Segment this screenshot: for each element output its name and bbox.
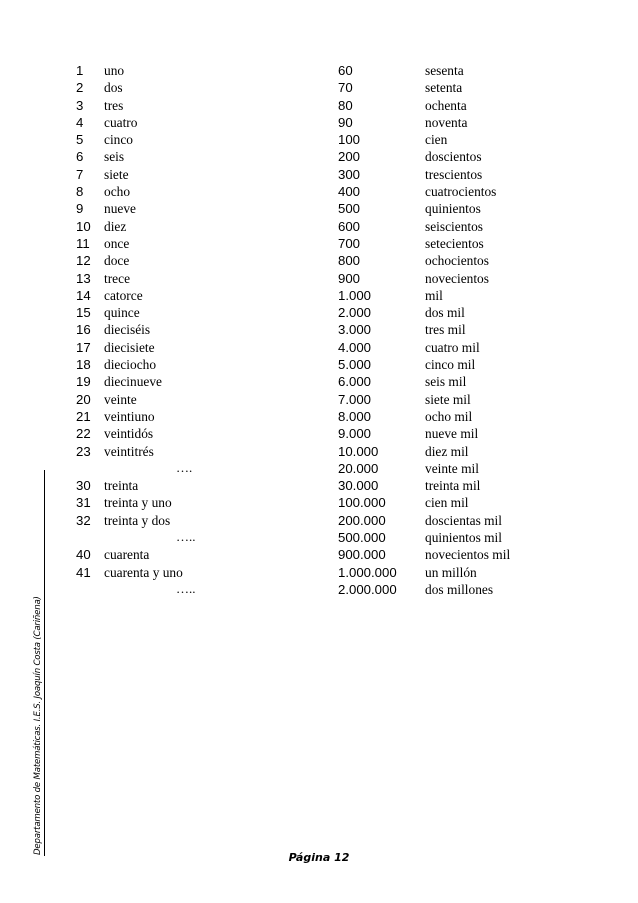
number-value: 7.000 <box>338 391 372 407</box>
number-row <box>338 425 558 442</box>
number-word: dieciocho <box>104 357 157 373</box>
number-word: quinientos mil <box>425 530 502 546</box>
number-word: diecisiete <box>104 339 155 355</box>
number-row <box>76 252 326 269</box>
number-row <box>76 356 326 373</box>
number-value: 2 <box>76 80 84 96</box>
number-row <box>338 339 558 356</box>
number-word: novecientos <box>425 270 489 286</box>
number-value: 4.000 <box>338 339 372 355</box>
number-word: dos mil <box>425 305 465 321</box>
number-value: 900.000 <box>338 547 386 563</box>
number-value: 3.000 <box>338 322 372 338</box>
number-value: 600 <box>338 218 361 234</box>
department-label: Departamento de Matemáticas. I.E.S. Joaquín Costa (Cariñena) <box>33 596 43 855</box>
number-value: 41 <box>76 564 91 580</box>
number-word: tres <box>104 97 124 113</box>
number-value: 12 <box>76 253 91 269</box>
number-word: diecinueve <box>104 374 162 390</box>
number-row <box>338 321 558 338</box>
number-row <box>338 131 558 148</box>
number-row <box>76 114 326 131</box>
number-row <box>338 546 558 563</box>
number-row <box>338 200 558 217</box>
number-word: ocho <box>104 184 131 200</box>
number-word: doscientas mil <box>425 512 502 528</box>
number-word: veintidós <box>104 426 154 442</box>
number-word: cuarenta y uno <box>104 564 183 580</box>
number-value: 9.000 <box>338 426 372 442</box>
number-value: 19 <box>76 374 91 390</box>
number-value: 23 <box>76 443 91 459</box>
number-word: tres mil <box>425 322 466 338</box>
number-row <box>338 166 558 183</box>
number-row <box>338 218 558 235</box>
number-row <box>76 477 326 494</box>
number-row <box>76 564 326 581</box>
number-value: 17 <box>76 339 91 355</box>
number-row <box>76 148 326 165</box>
number-value: 1.000.000 <box>338 564 397 580</box>
number-word: doscientos <box>425 149 482 165</box>
number-row <box>76 287 326 304</box>
number-row <box>338 148 558 165</box>
number-value: 6.000 <box>338 374 372 390</box>
number-word: un millón <box>425 564 477 580</box>
number-value: 100 <box>338 132 361 148</box>
number-word: nueve <box>104 201 136 217</box>
number-word: quinientos <box>425 201 481 217</box>
number-row <box>338 114 558 131</box>
number-value: 60 <box>338 63 353 78</box>
number-value: 15 <box>76 305 91 321</box>
number-word: treinta y dos <box>104 512 171 528</box>
number-row <box>76 218 326 235</box>
number-value: 70 <box>338 80 353 96</box>
number-value: 14 <box>76 287 91 303</box>
number-word: novecientos mil <box>425 547 511 563</box>
number-word: cinco <box>104 132 133 148</box>
number-word: trece <box>104 270 131 286</box>
number-value: 18 <box>76 357 91 373</box>
number-value: 1 <box>76 63 84 78</box>
number-value: 4 <box>76 114 84 130</box>
number-word: veintitrés <box>104 443 154 459</box>
number-row <box>338 408 558 425</box>
number-word: mil <box>425 287 443 303</box>
ellipsis-row <box>76 581 326 598</box>
number-row <box>338 252 558 269</box>
number-row <box>76 183 326 200</box>
number-value: 700 <box>338 235 361 251</box>
number-word: dos millones <box>425 581 494 597</box>
number-value: 40 <box>76 547 91 563</box>
number-word: seis mil <box>425 374 467 390</box>
number-row <box>338 391 558 408</box>
side-rule <box>44 470 45 856</box>
number-row <box>76 443 326 460</box>
number-word: siete <box>104 166 129 182</box>
number-word: setenta <box>425 80 463 96</box>
number-word: siete mil <box>425 391 471 407</box>
number-word: dieciséis <box>104 322 151 338</box>
ellipsis-row <box>76 460 326 477</box>
number-row <box>338 512 558 529</box>
number-row <box>338 97 558 114</box>
number-word: once <box>104 235 130 251</box>
number-value: 21 <box>76 408 91 424</box>
number-word: cuatro <box>104 114 138 130</box>
number-row <box>76 494 326 511</box>
number-value: 900 <box>338 270 361 286</box>
number-word: cien mil <box>425 495 469 511</box>
number-row <box>338 62 558 79</box>
number-row <box>338 373 558 390</box>
number-row <box>76 512 326 529</box>
number-value: 100.000 <box>338 495 386 511</box>
number-value: 30.000 <box>338 478 379 494</box>
number-row <box>338 270 558 287</box>
number-word: ocho mil <box>425 408 473 424</box>
number-word: seiscientos <box>425 218 484 234</box>
number-value: 10.000 <box>338 443 379 459</box>
number-value: 16 <box>76 322 91 338</box>
numbers-right-column <box>338 62 558 598</box>
number-word: cuarenta <box>104 547 150 563</box>
number-row <box>338 460 558 477</box>
number-value: 30 <box>76 478 91 494</box>
ellipsis-row <box>76 529 326 546</box>
number-value: 11 <box>76 235 90 251</box>
number-row <box>338 494 558 511</box>
number-row <box>76 408 326 425</box>
number-value: 20 <box>76 391 91 407</box>
number-word: dos <box>104 80 123 96</box>
number-value: 80 <box>338 97 353 113</box>
number-word: ochenta <box>425 97 467 113</box>
number-value: 9 <box>76 201 84 217</box>
number-row <box>76 131 326 148</box>
number-value: 8 <box>76 184 84 200</box>
number-word: treinta <box>104 478 139 494</box>
number-value: 1.000 <box>338 287 372 303</box>
ellipsis: ….. <box>176 580 196 596</box>
number-row <box>338 304 558 321</box>
number-row <box>338 443 558 460</box>
number-row <box>338 183 558 200</box>
ellipsis: …. <box>176 459 193 475</box>
number-word: sesenta <box>425 63 464 78</box>
number-word: noventa <box>425 114 468 130</box>
number-value: 10 <box>76 218 91 234</box>
number-word: veinte mil <box>425 460 479 476</box>
numbers-left-column <box>76 62 326 598</box>
number-value: 2.000.000 <box>338 581 397 597</box>
number-word: diez mil <box>425 443 469 459</box>
number-word: cien <box>425 132 448 148</box>
number-word: treinta mil <box>425 478 481 494</box>
number-row <box>76 339 326 356</box>
number-row <box>76 425 326 442</box>
number-value: 13 <box>76 270 91 286</box>
number-value: 5.000 <box>338 357 372 373</box>
number-word: catorce <box>104 287 143 303</box>
number-word: treinta y uno <box>104 495 172 511</box>
number-row <box>76 304 326 321</box>
number-value: 500 <box>338 201 361 217</box>
number-word: setecientos <box>425 235 484 251</box>
number-value: 7 <box>76 166 84 182</box>
number-word: ochocientos <box>425 253 489 269</box>
number-word: cuatrocientos <box>425 184 497 200</box>
number-word: cuatro mil <box>425 339 480 355</box>
number-value: 6 <box>76 149 84 165</box>
number-value: 800 <box>338 253 361 269</box>
number-word: doce <box>104 253 130 269</box>
number-row <box>76 200 326 217</box>
number-value: 500.000 <box>338 530 386 546</box>
number-row <box>338 235 558 252</box>
number-value: 22 <box>76 426 91 442</box>
number-word: diez <box>104 218 127 234</box>
number-word: quince <box>104 305 140 321</box>
number-row <box>76 373 326 390</box>
number-word: nueve mil <box>425 426 479 442</box>
number-value: 5 <box>76 132 84 148</box>
number-row <box>338 356 558 373</box>
number-value: 20.000 <box>338 460 379 476</box>
number-value: 300 <box>338 166 361 182</box>
number-value: 2.000 <box>338 305 372 321</box>
number-row <box>76 62 326 79</box>
number-value: 90 <box>338 114 353 130</box>
number-value: 400 <box>338 184 361 200</box>
number-value: 200.000 <box>338 512 386 528</box>
number-row <box>338 564 558 581</box>
number-word: seis <box>104 149 125 165</box>
number-value: 31 <box>76 495 91 511</box>
number-row <box>76 97 326 114</box>
number-value: 200 <box>338 149 361 165</box>
number-row <box>338 287 558 304</box>
number-value: 32 <box>76 512 91 528</box>
number-word: cinco mil <box>425 357 476 373</box>
number-word: trescientos <box>425 166 483 182</box>
number-word: uno <box>104 63 125 78</box>
ellipsis: ….. <box>176 529 196 545</box>
number-value: 8.000 <box>338 408 372 424</box>
number-row <box>76 391 326 408</box>
number-row <box>338 79 558 96</box>
number-row <box>76 546 326 563</box>
number-row <box>338 529 558 546</box>
number-word: veinte <box>104 391 137 407</box>
number-row <box>76 166 326 183</box>
number-value: 3 <box>76 97 84 113</box>
number-row <box>76 235 326 252</box>
number-row <box>76 79 326 96</box>
number-row <box>76 270 326 287</box>
number-word: veintiuno <box>104 408 155 424</box>
number-row <box>338 477 558 494</box>
number-row <box>338 581 558 598</box>
page-number: Página 12 <box>288 851 350 864</box>
number-row <box>76 321 326 338</box>
